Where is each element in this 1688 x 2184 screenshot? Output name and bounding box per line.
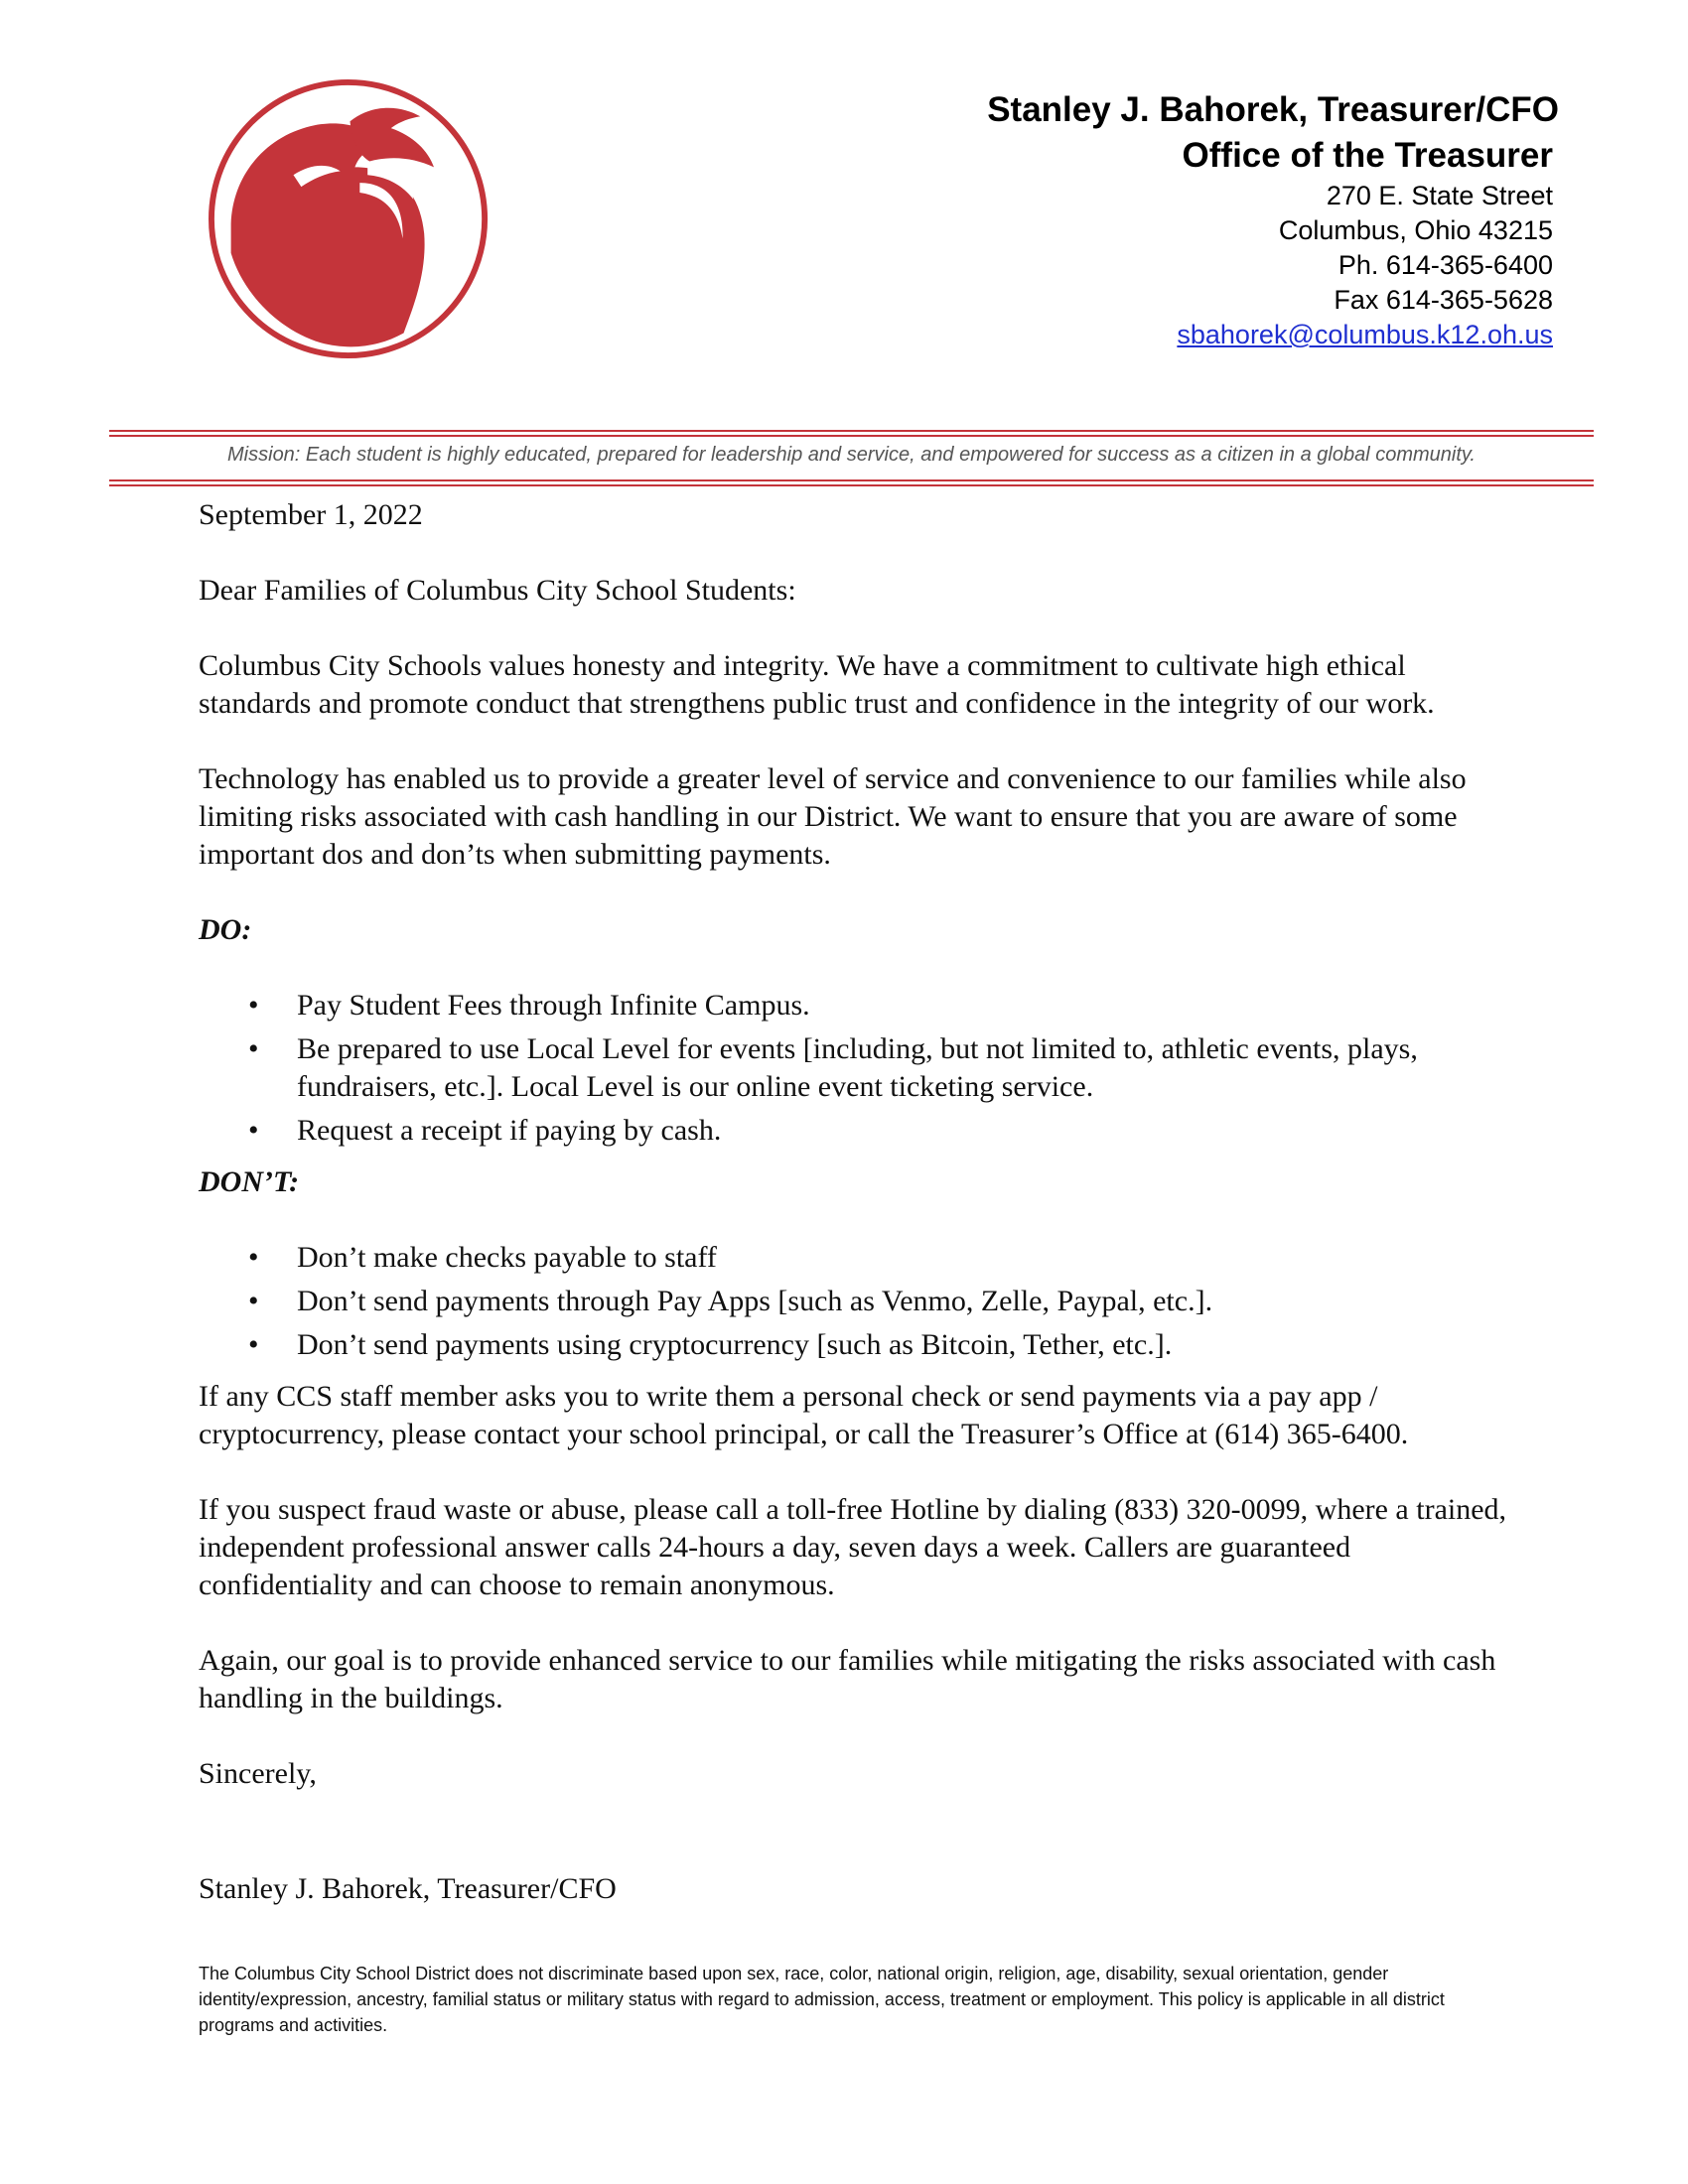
- treasurer-name: Stanley J. Bahorek, Treasurer/CFO: [987, 90, 1559, 129]
- do-heading: DO:: [199, 913, 252, 946]
- paragraph-goal: Again, our goal is to provide enhanced service to our families while mitigating the risks associated with cash handling in the buildings.: [199, 1644, 1496, 1714]
- list-item: • Don’t send payments using cryptocurrency [such as Bitcoin, Tether, etc.].: [199, 1326, 1519, 1364]
- dont-heading: DON’T:: [199, 1165, 300, 1198]
- paragraph-contact: If any CCS staff member asks you to write them a personal check or send payments via a pay app / cryptocurrency, please contact your school principal, or call the Treasurer’s Office at (614) 365-6400.: [199, 1380, 1409, 1450]
- letter-body: [199, 496, 1519, 1946]
- district-logo: [204, 77, 496, 360]
- divider-top: [109, 430, 1594, 440]
- bullet-icon: •: [248, 1241, 259, 1274]
- dont-list: [199, 1239, 1519, 1364]
- bullet-icon: •: [248, 1114, 259, 1147]
- city-address: Columbus, Ohio 43215: [1278, 215, 1553, 245]
- letter-date: September 1, 2022: [199, 498, 423, 531]
- mission-statement: Mission: Each student is highly educated, prepared for leadership and service, and empowered for success as a citizen in a global community.: [227, 444, 1476, 466]
- bullet-icon: •: [248, 1032, 259, 1065]
- divider-bottom: [109, 479, 1594, 489]
- non-discrimination-footer: The Columbus City School District does not discriminate based upon sex, race, color, national origin, religion, age, disability, sexual orientation, gender identity/expression, ancestry, familial status or military status with regard to admission, access, treatment or employment. This policy is applicable in all district programs and activities.: [199, 1964, 1445, 2035]
- closing: Sincerely,: [199, 1757, 317, 1790]
- email-link[interactable]: sbahorek@columbus.k12.oh.us: [1177, 320, 1553, 349]
- bullet-icon: •: [248, 1328, 259, 1361]
- paragraph-technology: Technology has enabled us to provide a greater level of service and convenience to our families while also limiting risks associated with cash handling in our District. We want to ensure that you are aware of some important dos and don’ts when submitting payments.: [199, 762, 1467, 871]
- paragraph-integrity: Columbus City Schools values honesty and integrity. We have a commitment to cultivate high ethical standards and promote conduct that strengthens public trust and confidence in the integrity of our work.: [199, 649, 1435, 720]
- do-list: [199, 987, 1519, 1150]
- phone-number: Ph. 614-365-6400: [1337, 250, 1553, 280]
- paragraph-hotline: If you suspect fraud waste or abuse, please call a toll-free Hotline by dialing (833) 320-0099, where a trained, independent professional answer calls 24-hours a day, seven days a week. Callers are guaranteed confidentiality and can choose to remain anonymous.: [199, 1493, 1507, 1601]
- list-item: • Request a receipt if paying by cash.: [199, 1112, 1519, 1150]
- salutation: Dear Families of Columbus City School Students:: [199, 574, 796, 607]
- list-item: • Pay Student Fees through Infinite Campus.: [199, 987, 1519, 1024]
- bullet-icon: •: [248, 1285, 259, 1317]
- list-item: • Don’t send payments through Pay Apps [such as Venmo, Zelle, Paypal, etc.].: [199, 1283, 1519, 1320]
- list-item: • Be prepared to use Local Level for events [including, but not limited to, athletic events, plays, fundraisers, etc.]. Local Level is our online event ticketing service.: [248, 1032, 1418, 1103]
- street-address: 270 E. State Street: [1326, 181, 1553, 210]
- bullet-icon: •: [248, 989, 259, 1022]
- list-item: • Don’t make checks payable to staff: [199, 1239, 1519, 1277]
- letterhead: [987, 87, 1559, 352]
- fax-number: Fax 614-365-5628: [1334, 285, 1553, 315]
- office-title: Office of the Treasurer: [1182, 136, 1553, 175]
- signature: Stanley J. Bahorek, Treasurer/CFO: [199, 1872, 617, 1905]
